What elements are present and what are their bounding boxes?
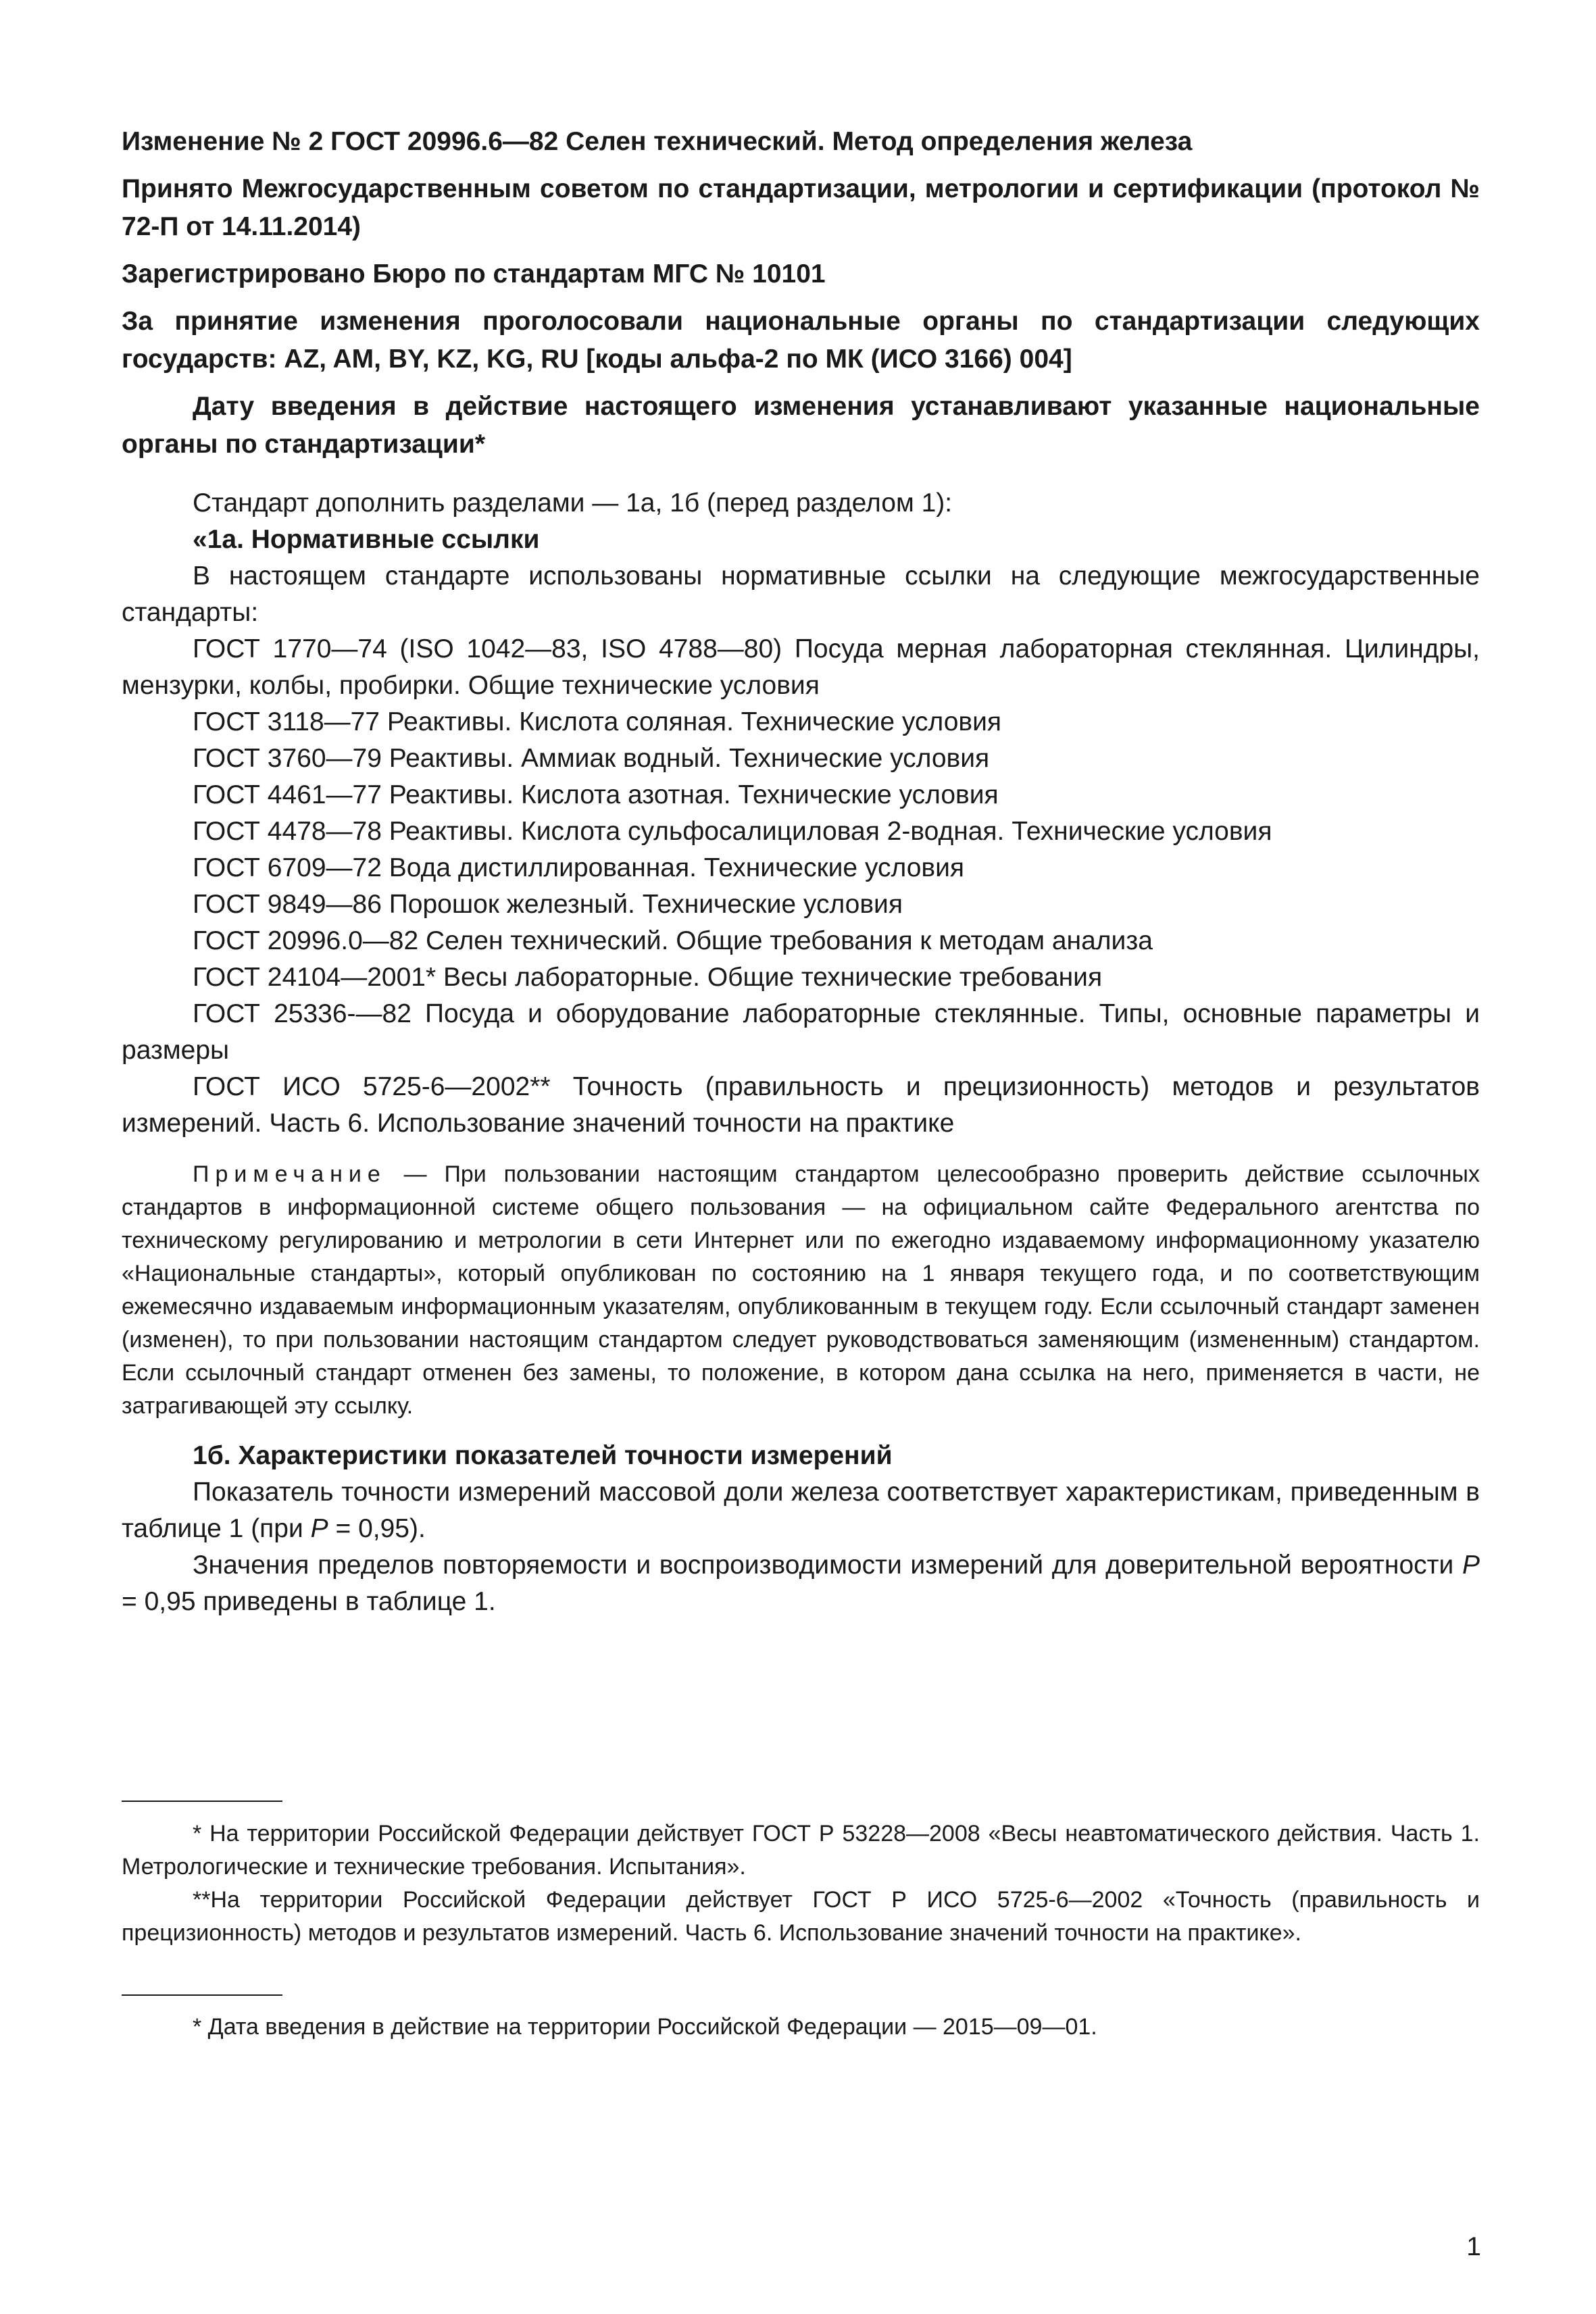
reference-item: ГОСТ 4478—78 Реактивы. Кислота сульфосалициловая 2-водная. Технические условия xyxy=(193,817,1272,846)
footnote-rule xyxy=(122,1801,282,1802)
change-title: Изменение № 2 ГОСТ 20996.6—82 Селен технический. Метод определения железа xyxy=(122,127,1193,156)
section-1a-title: «1а. Нормативные ссылки xyxy=(193,525,540,554)
reference-item: ГОСТ 4461—77 Реактивы. Кислота азотная. Технические условия xyxy=(193,780,999,809)
section-1b-paragraph-2 xyxy=(122,1547,1480,1620)
intro-paragraph: Стандарт дополнить разделами — 1а, 1б (перед разделом 1): xyxy=(193,488,953,518)
section-1a-text: В настоящем стандарте использованы нормативные ссылки на следующие межгосударственные стандарты: xyxy=(122,561,1480,627)
note-label: Примечание xyxy=(193,1161,386,1187)
text-run: = 0,95 приведены в таблице 1. xyxy=(122,1587,496,1616)
main-body xyxy=(122,485,1480,1620)
footnote-1: * На территории Российской Федерации действует ГОСТ Р 53228—2008 «Весы неавтоматического действия. Часть 1. Метрологические и технические требования. Испытания». xyxy=(122,1821,1480,1880)
text-run: = 0,95). xyxy=(328,1514,426,1543)
references-list xyxy=(122,631,1480,1142)
variable-p: P xyxy=(1462,1551,1480,1580)
footnote-3: * Дата введения в действие на территории Российской Федерации — 2015—09—01. xyxy=(193,2014,1097,2040)
effective-date-statement: Дату введения в действие настоящего изменения устанавливают указанные национальные органы по стандартизации* xyxy=(122,392,1480,459)
adopted-statement: Принято Межгосударственным советом по стандартизации, метрологии и сертификации (протокол № 72-П от 14.11.2014) xyxy=(122,174,1480,241)
footnote-date-block xyxy=(122,2011,1480,2044)
text-run: Показатель точности измерений массовой доли железа соответствует характеристикам, приведенным в таблице 1 (при xyxy=(122,1478,1480,1543)
reference-item: ГОСТ 3118—77 Реактивы. Кислота соляная. Технические условия xyxy=(193,707,1002,736)
reference-item: ГОСТ 9849—86 Порошок железный. Технические условия xyxy=(193,890,903,919)
reference-item: ГОСТ 3760—79 Реактивы. Аммиак водный. Технические условия xyxy=(193,744,990,773)
section-1b-title: 1б. Характеристики показателей точности измерений xyxy=(193,1441,893,1470)
reference-item: ГОСТ 1770—74 (ISO 1042—83, ISO 4788—80) Посуда мерная лабораторная стеклянная. Цилиндры, мензурки, колбы, пробирки. Общие технические условия xyxy=(122,634,1480,700)
text-run: Значения пределов повторяемости и воспроизводимости измерений для доверительной вероятности xyxy=(193,1551,1462,1580)
page-number: 1 xyxy=(1466,2232,1481,2261)
reference-item: ГОСТ 6709—72 Вода дистиллированная. Технические условия xyxy=(193,853,965,882)
footnotes-block xyxy=(122,1817,1480,1950)
reference-item: ГОСТ 25336-—82 Посуда и оборудование лабораторные стеклянные. Типы, основные параметры и размеры xyxy=(122,999,1480,1065)
registration-statement: Зарегистрировано Бюро по стандартам МГС № 10101 xyxy=(122,259,826,288)
note-paragraph xyxy=(122,1158,1480,1423)
reference-item: ГОСТ 24104—2001* Весы лабораторные. Общие технические требования xyxy=(193,963,1103,992)
variable-p: P xyxy=(310,1514,328,1543)
reference-item: ГОСТ 20996.0—82 Селен технический. Общие требования к методам анализа xyxy=(193,926,1153,955)
header-block xyxy=(122,123,1480,463)
reference-item: ГОСТ ИСО 5725-6—2002** Точность (правильность и прецизионность) методов и результатов измерений. Часть 6. Использование значений точности на практике xyxy=(122,1072,1480,1138)
section-1b-paragraph-1 xyxy=(122,1474,1480,1547)
footnote-rule xyxy=(122,1994,282,1996)
footnote-2: **На территории Российской Федерации действует ГОСТ Р ИСО 5725-6—2002 «Точность (правильность и прецизионность) методов и результатов измерений. Часть 6. Использование значений точности на практике». xyxy=(122,1887,1480,1946)
note-text: — При пользовании настоящим стандартом целесообразно проверить действие ссылочных стандартов в информационной системе общего пользования — на официальном сайте Федерального агентства по техническому регулированию и метрологии в сети Интернет или по ежегодно издаваемому информационному указателю «Национальные стандарты», который опубликован по состоянию на 1 января текущего года, и по соответствующим ежемесячно издаваемым информационным указателям, опубликованным в текущем году. Если ссылочный стандарт заменен (изменен), то при пользовании настоящим стандартом следует руководствоваться заменяющим (измененным) стандартом. Если ссылочный стандарт отменен без замены, то положение, в котором дана ссылка на него, применяется в части, не затрагивающей эту ссылку. xyxy=(122,1161,1480,1419)
voting-statement: За принятие изменения проголосовали национальные органы по стандартизации следующих государств: AZ, AM, BY, KZ, KG, RU [коды альфа-2 по МК (ИСО 3166) 004] xyxy=(122,307,1480,374)
